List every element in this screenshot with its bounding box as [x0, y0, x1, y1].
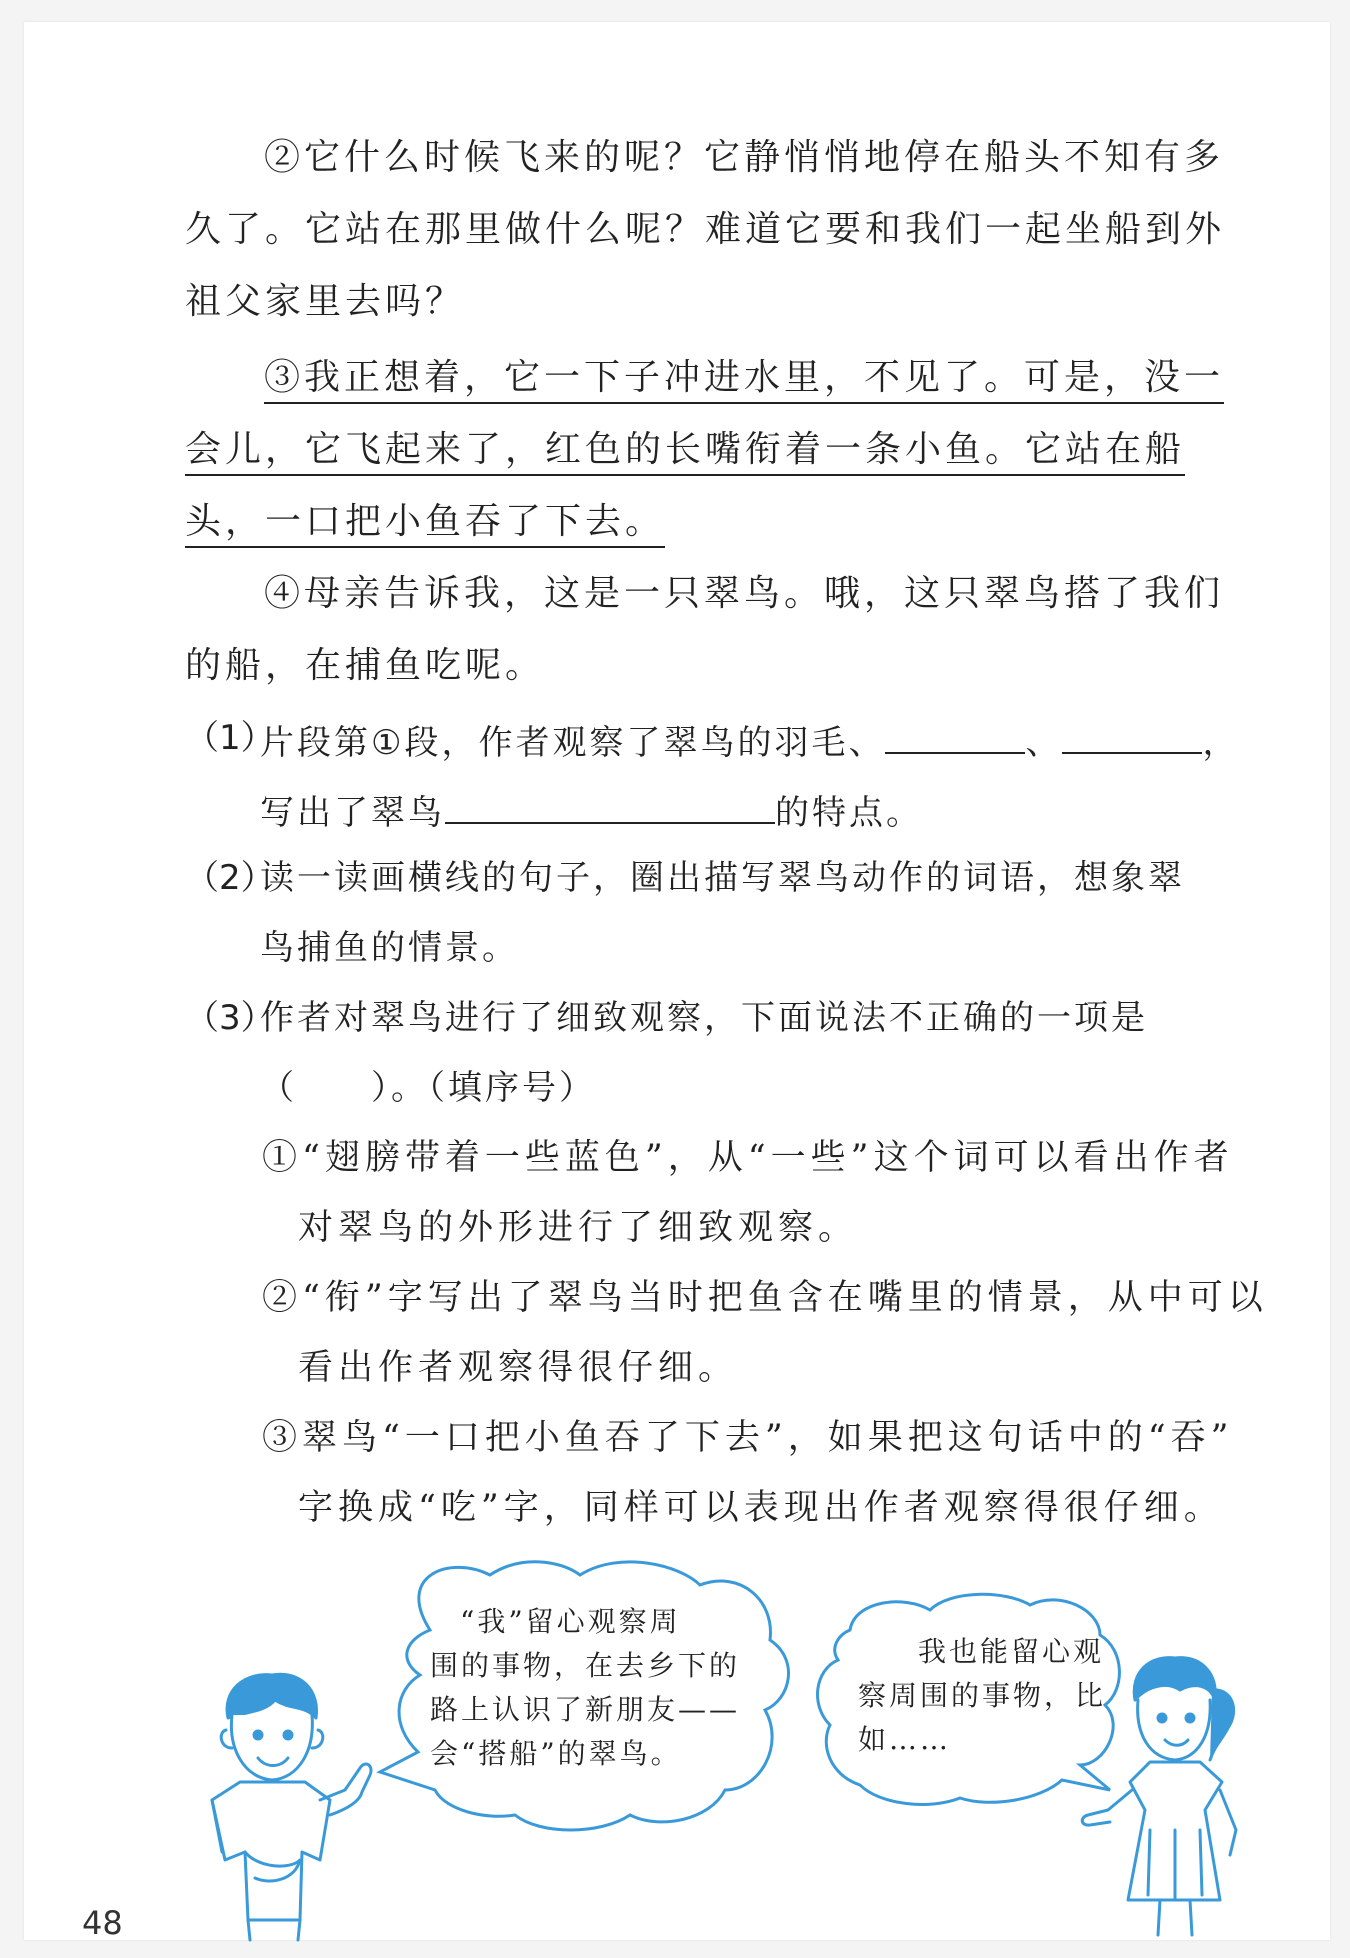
passage-p2-line3: 祖父家里去吗？	[185, 281, 466, 322]
question-1-line2: 写出了翠鸟 的特点。	[260, 786, 923, 835]
option-3-line1: ③翠鸟“一口把小鱼吞了下去”，如果把这句话中的“吞”	[262, 1418, 1234, 1458]
passage-p4-line2: 的船，在捕鱼吃呢。	[185, 645, 546, 686]
page-number: 48	[82, 1904, 123, 1942]
option-1-line1: ①“翅膀带着一些蓝色”，从“一些”这个词可以看出作者	[262, 1138, 1234, 1178]
underlined-sentence: 头，一口把小鱼吞了下去。	[185, 501, 665, 548]
boy-illustration	[212, 1674, 371, 1940]
option-2-line1: ②“衔”字写出了翠鸟当时把鱼含在嘴里的情景，从中可以	[262, 1278, 1268, 1318]
girl-bubble-line2: 察周围的事物，比	[858, 1679, 1107, 1712]
boy-bubble-line1: “我”留心观察周	[460, 1605, 681, 1638]
question-1-line1: 片段第①段，作者观察了翠鸟的羽毛、 、 ，	[260, 716, 1239, 765]
question-2-line1: 读一读画横线的句子，圈出描写翠鸟动作的词语，想象翠	[260, 858, 1185, 898]
passage-p2-line1: ②它什么时候飞来的呢？它静悄悄地停在船头不知有多	[264, 137, 1225, 178]
option-1-line2: 对翠鸟的外形进行了细致观察。	[298, 1208, 859, 1248]
question-2-number: （2）	[185, 858, 275, 898]
girl-bubble-line3: 如……	[858, 1723, 952, 1756]
boy-bubble-line2: 围的事物，在去乡下的	[430, 1649, 741, 1682]
question-3-answer-line[interactable]: （ ）。（填序号）	[260, 1068, 596, 1108]
question-1-number: （1）	[185, 718, 275, 758]
question-3-line1: 作者对翠鸟进行了细致观察，下面说法不正确的一项是	[260, 998, 1148, 1038]
underlined-sentence: ③我正想着，它一下子冲进水里，不见了。可是，没一	[264, 357, 1224, 404]
girl-bubble-line1: 我也能留心观	[918, 1635, 1105, 1668]
option-3-line2: 字换成“吃”字，同样可以表现出作者观察得很仔细。	[298, 1488, 1224, 1528]
boy-bubble-line4: 会“搭船”的翠鸟。	[430, 1737, 682, 1770]
passage-p4-line1: ④母亲告诉我，这是一只翠鸟。哦，这只翠鸟搭了我们	[264, 573, 1225, 614]
question-3-number: （3）	[185, 998, 275, 1038]
underlined-sentence: 会儿，它飞起来了，红色的长嘴衔着一条小鱼。它站在船	[185, 429, 1185, 476]
passage-p2-line2: 久了。它站在那里做什么呢？难道它要和我们一起坐船到外	[185, 209, 1226, 250]
option-2-line2: 看出作者观察得很仔细。	[298, 1348, 739, 1388]
question-2-line2: 鸟捕鱼的情景。	[260, 928, 519, 968]
boy-bubble-line3: 路上认识了新朋友——	[430, 1693, 741, 1726]
